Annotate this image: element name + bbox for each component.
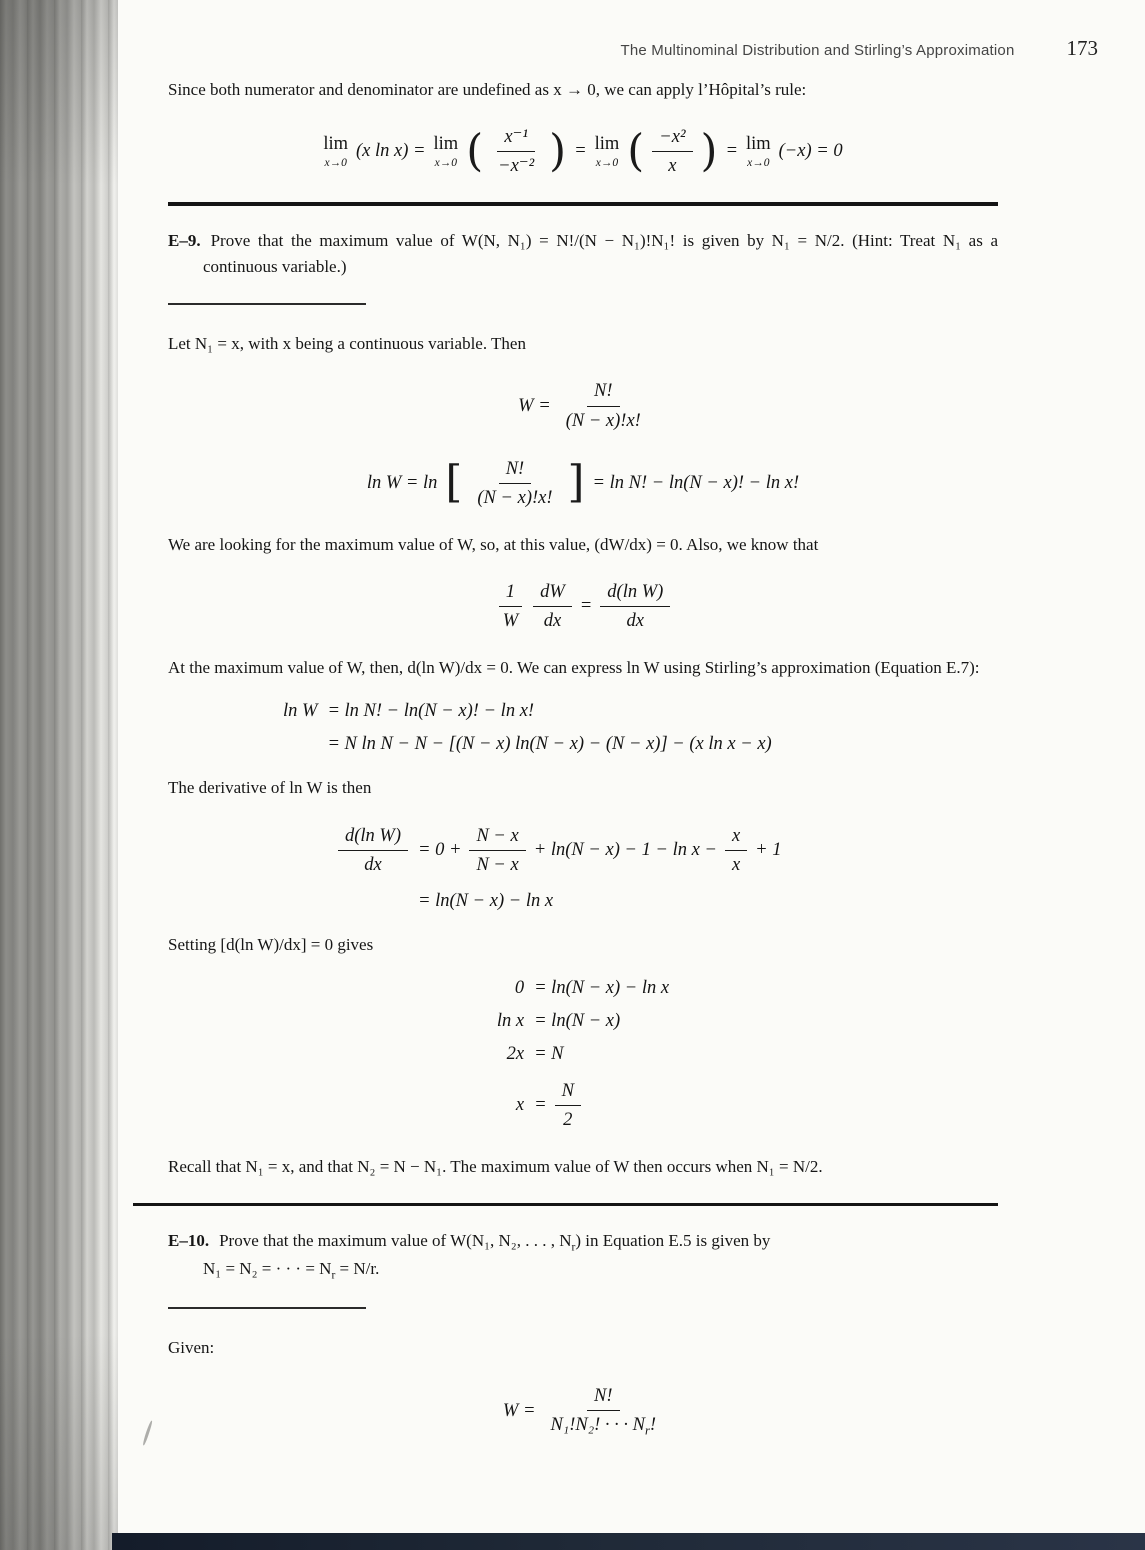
- equation-rhs: [327, 701, 771, 722]
- paragraph-given: Given:: [168, 1338, 215, 1358]
- equation-w-definition: [168, 377, 998, 434]
- lim-subscript: x→0: [595, 156, 619, 169]
- problem-text-segment: N₁ = N₂ = · · · = N: [203, 1259, 332, 1279]
- fraction: [559, 377, 648, 434]
- problem-text-segment: Prove that the maximum value of W(N₁, N₂, . . . , N: [219, 1231, 572, 1251]
- equation-dlnw-dx: [168, 578, 998, 635]
- subscript-r: r: [645, 1423, 650, 1438]
- answer-start-rule: [168, 1307, 366, 1310]
- equation-solution-steps: [497, 978, 669, 1134]
- math-segment: 0: [514, 978, 525, 999]
- next-page-edge: [112, 1533, 1145, 1550]
- problem-label: E–9.: [168, 230, 201, 250]
- fraction-numerator: d(ln W): [338, 822, 408, 851]
- math-segment: = ln(N − x) − ln x: [418, 890, 554, 911]
- equation-rhs: [534, 1011, 669, 1032]
- math-segment: = 0 +: [418, 839, 462, 860]
- intro-paragraph: Since both numerator and denominator are undefined as x → 0, we can apply l’Hôpital’s rule:: [168, 80, 807, 99]
- fraction-numerator: x: [725, 822, 747, 851]
- running-title: The Multinominal Distribution and Stirling’s Approximation: [620, 42, 1015, 59]
- problem-text-segment: = N/r.: [335, 1259, 380, 1279]
- denominator-segment: N₁!N₂! · · · N: [550, 1414, 646, 1435]
- equation-lhs: [497, 1077, 524, 1134]
- subscript-r: r: [571, 1240, 576, 1254]
- fraction-denominator: W: [502, 611, 519, 632]
- denominator-segment: !: [649, 1414, 657, 1435]
- problem-e9-statement: [168, 228, 998, 281]
- limit-operator: [746, 135, 771, 168]
- math-segment: = ln(N − x) − ln x: [534, 978, 670, 999]
- math-segment: = N ln N − N − [(N − x) ln(N − x) − (N − x)] − (x ln x − x): [327, 734, 772, 755]
- math-segment: (x ln x) =: [356, 141, 426, 162]
- fraction-denominator: 2: [563, 1110, 573, 1131]
- page-content: [168, 0, 1098, 1461]
- paragraph-maximum: We are looking for the maximum value of W, so, at this value, (dW/dx) = 0. Also, we know that: [168, 534, 819, 554]
- problem-label: E–10.: [168, 1231, 210, 1251]
- equation-derivative: [338, 822, 782, 912]
- running-header: [168, 36, 1098, 61]
- math-segment: x: [515, 1095, 525, 1116]
- math-segment: = N: [534, 1044, 564, 1065]
- math-segment: = ln(N − x): [534, 1011, 621, 1032]
- fraction: [470, 455, 559, 512]
- fraction-denominator: (N − x)!x!: [565, 410, 641, 431]
- fraction-denominator: −x⁻²: [498, 156, 535, 177]
- math-segment: W =: [502, 1400, 536, 1421]
- fraction-numerator: x⁻¹: [497, 123, 535, 152]
- equation-lhopital: [168, 123, 998, 180]
- equation-lhs: [338, 822, 408, 879]
- section-divider-rule: [168, 202, 998, 206]
- right-bracket: ]: [567, 456, 585, 508]
- math-segment: 2x: [506, 1044, 525, 1065]
- equals-sign: =: [574, 141, 587, 162]
- lim-word: lim: [745, 134, 771, 155]
- answer-start-rule: [168, 303, 366, 306]
- book-binding-gutter: [0, 0, 118, 1550]
- limit-operator: [434, 135, 459, 168]
- equation-ln-w: [168, 455, 998, 512]
- equation-lhs: [283, 701, 317, 722]
- fraction: [555, 1077, 581, 1134]
- equation-lhs: [283, 734, 317, 755]
- fraction: [491, 123, 541, 180]
- fraction-denominator: [543, 1411, 663, 1441]
- math-segment: ln W = ln: [366, 472, 438, 493]
- fraction-denominator: x: [668, 156, 677, 177]
- equals-sign: =: [725, 141, 738, 162]
- lim-word: lim: [433, 134, 459, 155]
- equation-w-multinomial: [168, 1382, 998, 1441]
- equation-lhs: [338, 891, 408, 912]
- equation-rhs: [534, 978, 669, 999]
- math-segment: W =: [518, 395, 551, 416]
- fraction-denominator: dx: [364, 854, 382, 875]
- fraction-denominator: x: [731, 854, 741, 875]
- fraction: [533, 578, 572, 635]
- equation-rhs: [418, 891, 782, 912]
- equation-rhs: [418, 822, 782, 879]
- fraction-denominator: N − x: [476, 854, 519, 875]
- fraction: [469, 822, 525, 879]
- section-divider-rule: [133, 1203, 998, 1207]
- lim-word: lim: [323, 134, 349, 155]
- math-segment: ln W: [283, 701, 318, 722]
- equation-rhs: [534, 1044, 669, 1065]
- problem-text: Prove that the maximum value of W(N, N₁) = N!/(N − N₁)!N₁! is given by N₁ = N/2. (Hint: Treat N₁ as a continuous variable.): [203, 230, 998, 277]
- right-paren: ): [700, 125, 718, 177]
- equation-rhs: [327, 734, 771, 755]
- left-bracket: [: [445, 456, 463, 508]
- fraction-denominator: dx: [626, 611, 645, 632]
- fraction: [652, 123, 692, 180]
- math-segment: ln x: [496, 1011, 525, 1032]
- math-segment: = ln N! − ln(N − x)! − ln x!: [592, 472, 800, 493]
- right-paren: ): [549, 125, 567, 177]
- lim-subscript: x→0: [434, 156, 458, 169]
- fraction-numerator: dW: [533, 578, 572, 607]
- fraction-numerator: N!: [499, 455, 532, 484]
- left-paren: (: [466, 125, 484, 177]
- paragraph-recall: Recall that N₁ = x, and that N₂ = N − N₁. The maximum value of W then occurs when N₁ = N/2.: [168, 1157, 823, 1177]
- page-number: 173: [1066, 36, 1098, 60]
- fraction-numerator: 1: [499, 578, 522, 607]
- fraction-denominator: dx: [543, 611, 562, 632]
- fraction: [600, 578, 670, 635]
- math-segment: (−x) = 0: [778, 141, 843, 162]
- fraction: [543, 1382, 663, 1441]
- problem-text: [203, 1231, 771, 1282]
- equation-stirling-expansion: [283, 701, 772, 755]
- equals-sign: =: [534, 1095, 547, 1116]
- fraction: [496, 578, 525, 635]
- equation-lhs: [497, 1011, 524, 1032]
- problem-e10-statement: [168, 1228, 998, 1285]
- paragraph-let: Let N₁ = x, with x being a continuous variable. Then: [168, 334, 526, 354]
- lim-subscript: x→0: [324, 156, 347, 169]
- fraction-numerator: N − x: [469, 822, 525, 851]
- problem-text-segment: ) in Equation E.5 is given by: [575, 1231, 771, 1251]
- limit-operator: [595, 135, 620, 168]
- lim-subscript: x→0: [747, 156, 770, 169]
- fraction-numerator: −x²: [652, 123, 692, 152]
- limit-operator: [323, 135, 348, 168]
- fraction-numerator: N!: [587, 1382, 620, 1411]
- math-segment: = ln N! − ln(N − x)! − ln x!: [327, 701, 535, 722]
- fraction: [338, 822, 408, 879]
- equation-lhs: [497, 1044, 524, 1065]
- paragraph-at-maximum: At the maximum value of W, then, d(ln W)/dx = 0. We can express ln W using Stirling’s approximation (Equation E.7):: [168, 658, 980, 678]
- fraction-numerator: d(ln W): [600, 578, 670, 607]
- equation-rhs: [534, 1077, 669, 1134]
- equals-sign: =: [579, 596, 593, 617]
- fraction-denominator: (N − x)!x!: [477, 487, 553, 508]
- equation-lhs: [497, 978, 524, 999]
- math-segment: + 1: [755, 839, 782, 860]
- fraction: [725, 822, 747, 879]
- paragraph-setting: Setting [d(ln W)/dx] = 0 gives: [168, 934, 374, 954]
- fraction-numerator: N!: [587, 377, 620, 406]
- math-segment: + ln(N − x) − 1 − ln x −: [533, 839, 717, 860]
- pencil-mark: [142, 1420, 153, 1446]
- paragraph-derivative: The derivative of ln W is then: [168, 778, 372, 798]
- lim-word: lim: [594, 134, 620, 155]
- fraction-numerator: N: [555, 1077, 581, 1106]
- subscript-r: r: [331, 1268, 336, 1282]
- left-paren: (: [627, 125, 645, 177]
